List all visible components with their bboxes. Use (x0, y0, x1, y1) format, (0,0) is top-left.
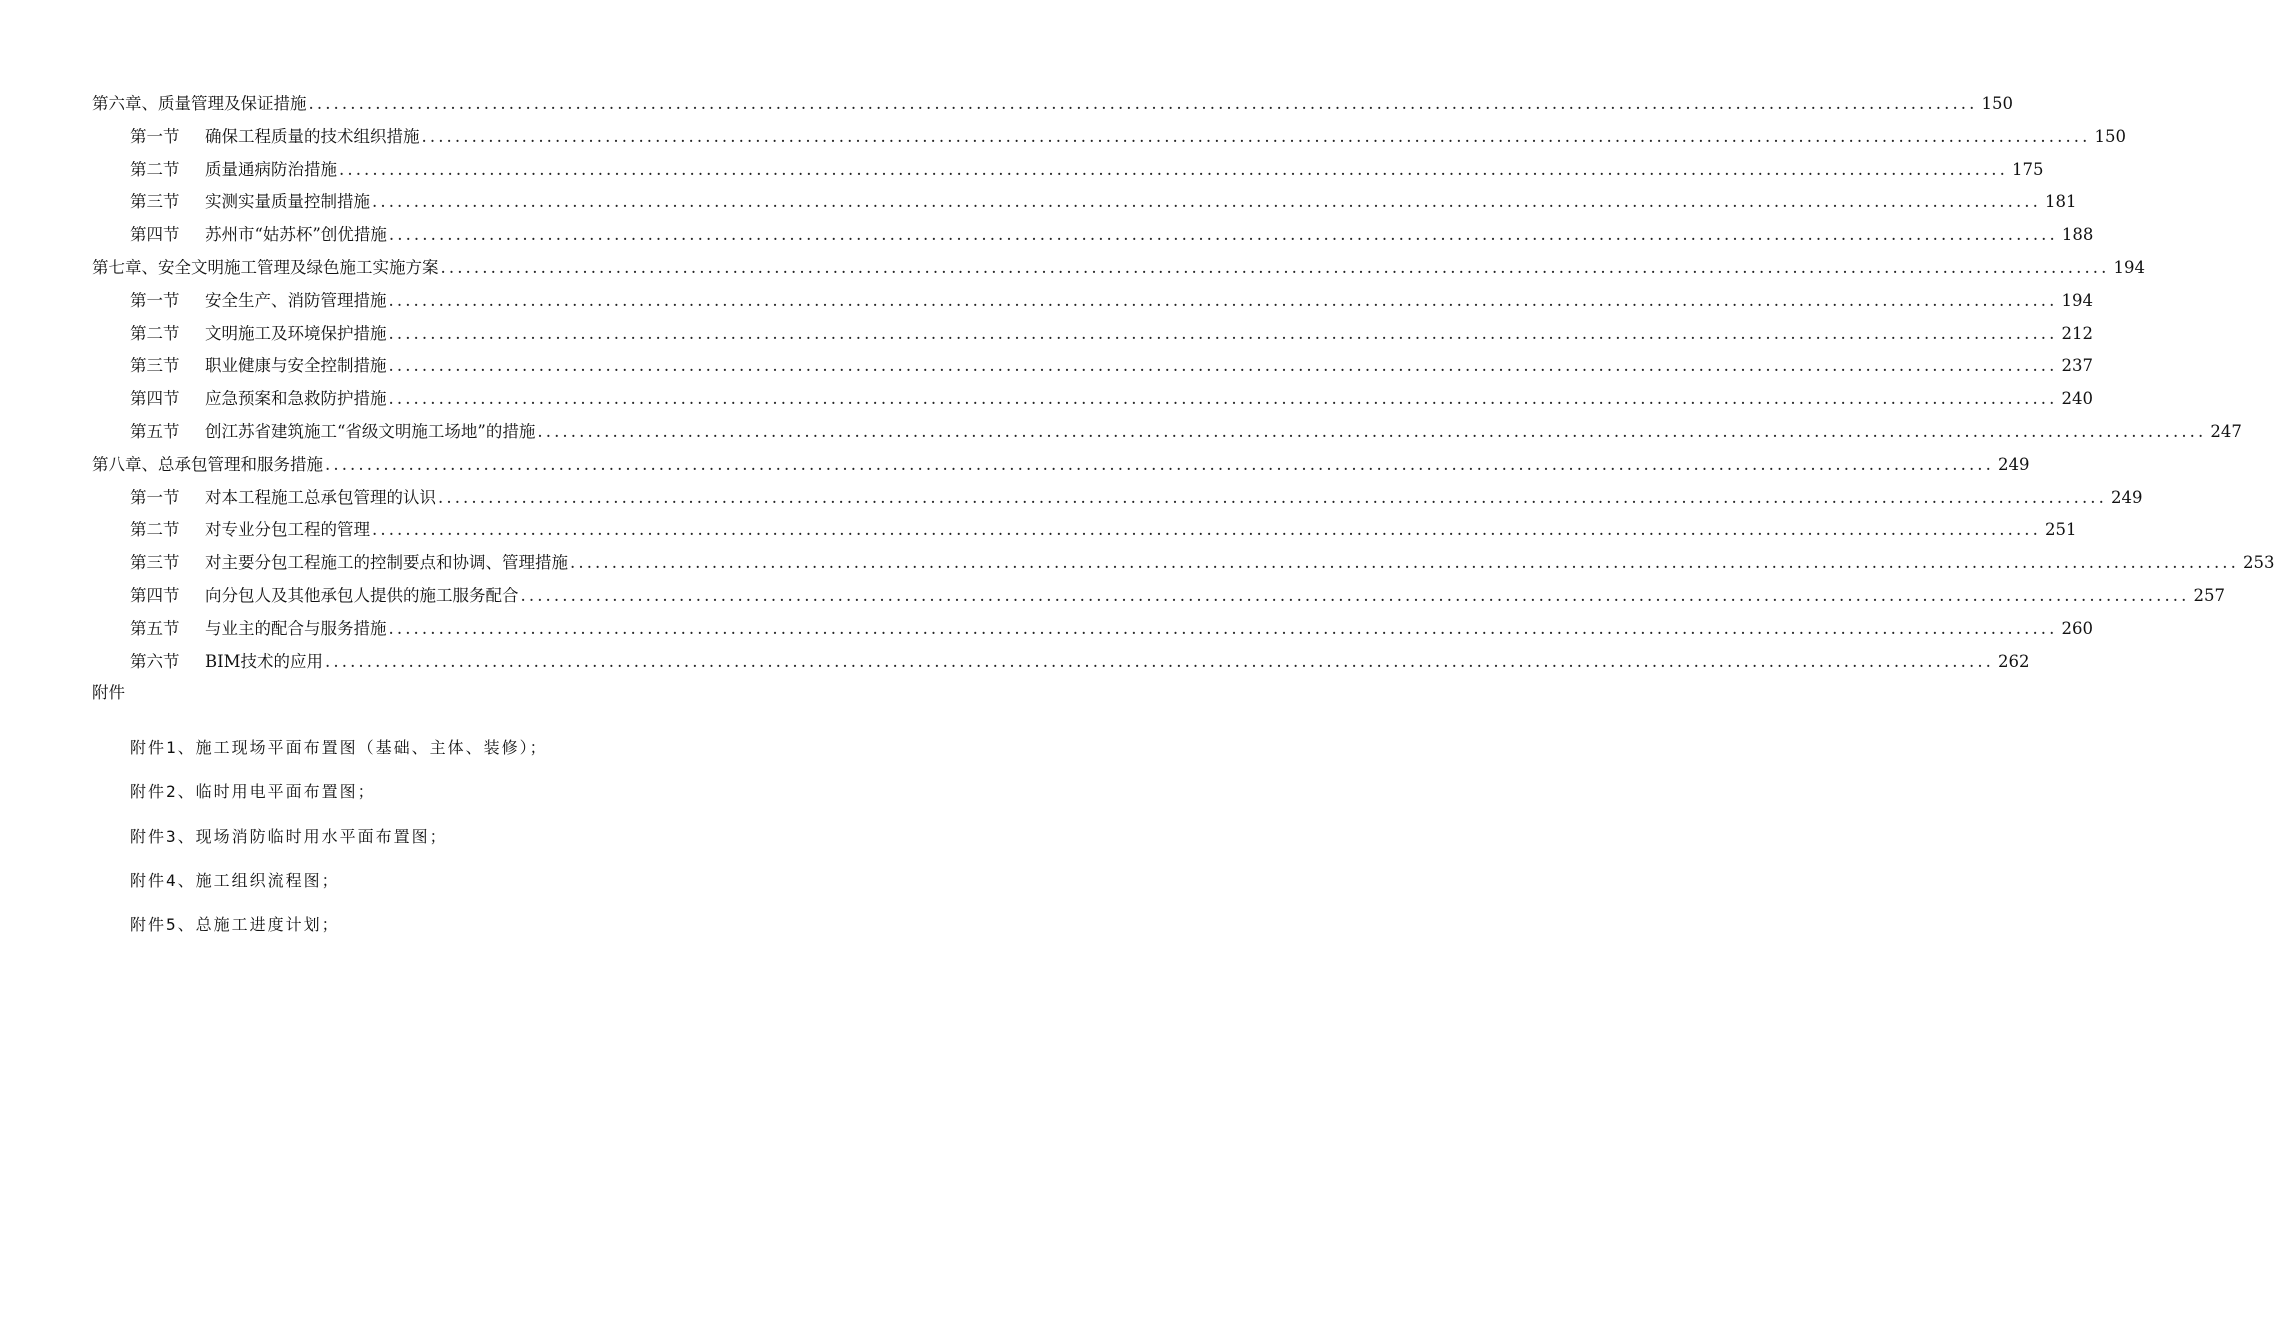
toc-section-row[interactable] (92, 514, 2077, 547)
toc-entry-label: 实测实量质量控制措施 (205, 192, 370, 212)
toc-section-row[interactable] (92, 613, 2093, 646)
toc-page-number: 240 (2061, 389, 2093, 409)
toc-entry-title (130, 514, 370, 547)
toc-dot-leader: ........................................................................................................................................................................................................ (325, 651, 1995, 671)
toc-section-row[interactable] (92, 121, 2126, 154)
toc-section-row[interactable] (92, 285, 2093, 318)
toc-page-number: 237 (2061, 356, 2093, 376)
toc-entry-label: 质量通病防治措施 (205, 159, 337, 179)
toc-entry-title (130, 580, 519, 613)
toc-dot-leader: ........................................................................................................................................................................................................ (570, 553, 2239, 573)
toc-entry-label: 文明施工及环境保护措施 (205, 323, 387, 343)
toc-entry-label: 创江苏省建筑施工“省级文明施工场地”的措施 (205, 421, 536, 441)
toc-dot-leader: ........................................................................................................................................................................................................ (325, 454, 1994, 474)
toc-entry-title (92, 88, 307, 121)
toc-dot-leader: ........................................................................................................................................................................................................ (388, 323, 2058, 343)
toc-section-number: 第六节 (130, 651, 180, 671)
toc-dot-leader: ........................................................................................................................................................................................................ (520, 585, 2190, 605)
toc-section-row[interactable] (92, 350, 2093, 383)
toc-section-number: 第三节 (130, 192, 180, 212)
toc-page-number: 260 (2061, 618, 2093, 638)
toc-dot-leader: ........................................................................................................................................................................................................ (388, 389, 2058, 409)
toc-section-row[interactable] (92, 318, 2093, 351)
toc-entry-title (130, 482, 436, 515)
toc-entry-title (130, 186, 370, 219)
toc-page-number: 188 (2061, 225, 2094, 245)
toc-page-number: 150 (2094, 126, 2126, 146)
toc-dot-leader: ........................................................................................................................................................................................................ (308, 94, 1978, 113)
toc-section-number: 第四节 (130, 389, 180, 409)
toc-entry-label: 对专业分包工程的管理 (205, 520, 370, 540)
toc-entry-title (130, 219, 387, 252)
toc-entry-title (130, 547, 568, 580)
toc-section-number: 第五节 (130, 618, 180, 638)
toc-dot-leader: ........................................................................................................................................................................................................ (388, 356, 2058, 376)
toc-section-row[interactable] (92, 580, 2225, 613)
toc-page-number: 150 (1981, 94, 2013, 113)
toc-page-number: 247 (2210, 421, 2242, 441)
toc-section-number: 第二节 (130, 520, 180, 540)
toc-dot-leader: ........................................................................................................................................................................................................ (421, 126, 2091, 146)
toc-entry-title (130, 613, 387, 646)
annex-item: 附件5、总施工进度计划； (130, 915, 340, 935)
toc-chapter-row[interactable] (92, 449, 2030, 482)
toc-section-number: 第一节 (130, 487, 180, 507)
toc-section-number: 第三节 (130, 553, 180, 573)
toc-section-number: 第五节 (130, 421, 180, 441)
toc-entry-label: 对本工程施工总承包管理的认识 (205, 487, 436, 507)
toc-entry-label: 向分包人及其他承包人提供的施工服务配合 (205, 585, 519, 605)
toc-section-row[interactable] (92, 154, 2044, 187)
toc-section-number: 第二节 (130, 323, 180, 343)
toc-section-row[interactable] (92, 383, 2093, 416)
toc-page-number: 249 (1997, 454, 2030, 474)
toc-entry-label: BIM技术的应用 (205, 651, 324, 671)
toc-entry-title (130, 646, 323, 679)
toc-entry-title (92, 252, 439, 285)
toc-chapter-row[interactable] (92, 88, 2013, 121)
toc-entry-title (130, 383, 387, 416)
table-of-contents (92, 88, 2274, 678)
toc-page-number: 249 (2110, 487, 2143, 507)
toc-page-number: 175 (2011, 159, 2044, 179)
toc-page-number: 194 (2113, 257, 2145, 277)
toc-entry-title (130, 285, 387, 318)
toc-entry-title (130, 416, 535, 449)
toc-section-number: 第二节 (130, 159, 180, 179)
annex-list (130, 733, 830, 954)
toc-entry-label: 对主要分包工程施工的控制要点和协调、管理措施 (205, 553, 568, 573)
toc-dot-leader: ........................................................................................................................................................................................................ (438, 487, 2107, 507)
toc-entry-label: 应急预案和急救防护措施 (205, 389, 387, 409)
toc-page-number: 253 (2242, 553, 2274, 573)
toc-section-row[interactable] (92, 482, 2143, 515)
toc-dot-leader: ........................................................................................................................................................................................................ (372, 192, 2041, 212)
toc-section-number: 第四节 (130, 585, 180, 605)
toc-section-row[interactable] (92, 646, 2030, 679)
annex-item: 附件3、现场消防临时用水平面布置图； (130, 826, 448, 846)
toc-entry-title (130, 154, 337, 187)
toc-section-row[interactable] (92, 186, 2077, 219)
toc-section-row[interactable] (92, 219, 2094, 252)
toc-section-number: 第一节 (130, 290, 180, 310)
toc-page-number: 251 (2044, 520, 2077, 540)
toc-chapter-row[interactable] (92, 252, 2145, 285)
toc-entry-label: 第七章、安全文明施工管理及绿色施工实施方案 (92, 257, 439, 277)
annex-item: 附件1、施工现场平面布置图（基础、主体、装修）； (130, 738, 548, 757)
toc-dot-leader: ........................................................................................................................................................................................................ (440, 257, 2110, 277)
toc-entry-title (130, 318, 387, 351)
toc-section-number: 第一节 (130, 126, 180, 146)
toc-dot-leader: ........................................................................................................................................................................................................ (372, 520, 2041, 540)
annex-item: 附件4、施工组织流程图； (130, 870, 340, 890)
toc-entry-label: 确保工程质量的技术组织措施 (205, 126, 420, 146)
toc-entry-label: 职业健康与安全控制措施 (205, 356, 387, 376)
toc-dot-leader: ........................................................................................................................................................................................................ (339, 159, 2008, 179)
toc-entry-title (130, 121, 420, 154)
toc-dot-leader: ........................................................................................................................................................................................................ (537, 421, 2207, 441)
toc-page-number: 181 (2044, 192, 2077, 212)
toc-dot-leader: ........................................................................................................................................................................................................ (388, 290, 2058, 310)
toc-dot-leader: ........................................................................................................................................................................................................ (388, 225, 2058, 245)
toc-entry-label: 第八章、总承包管理和服务措施 (92, 454, 323, 474)
annex-item: 附件2、临时用电平面布置图； (130, 782, 376, 802)
toc-page-number: 262 (1998, 651, 2030, 671)
toc-page-number: 257 (2193, 585, 2225, 605)
toc-entry-label: 安全生产、消防管理措施 (205, 290, 387, 310)
toc-page-number: 212 (2061, 323, 2093, 343)
toc-entry-title (92, 449, 323, 482)
annex-heading: 附件 (92, 683, 125, 702)
toc-section-number: 第四节 (130, 225, 180, 245)
toc-section-row[interactable] (92, 547, 2274, 580)
toc-page-number: 194 (2061, 290, 2093, 310)
toc-entry-title (130, 350, 387, 383)
toc-entry-label: 与业主的配合与服务措施 (205, 618, 387, 638)
toc-section-row[interactable] (92, 416, 2242, 449)
toc-entry-label: 第六章、质量管理及保证措施 (92, 94, 307, 113)
toc-section-number: 第三节 (130, 356, 180, 376)
toc-entry-label: 苏州市“姑苏杯”创优措施 (205, 225, 387, 245)
toc-dot-leader: ........................................................................................................................................................................................................ (388, 618, 2058, 638)
